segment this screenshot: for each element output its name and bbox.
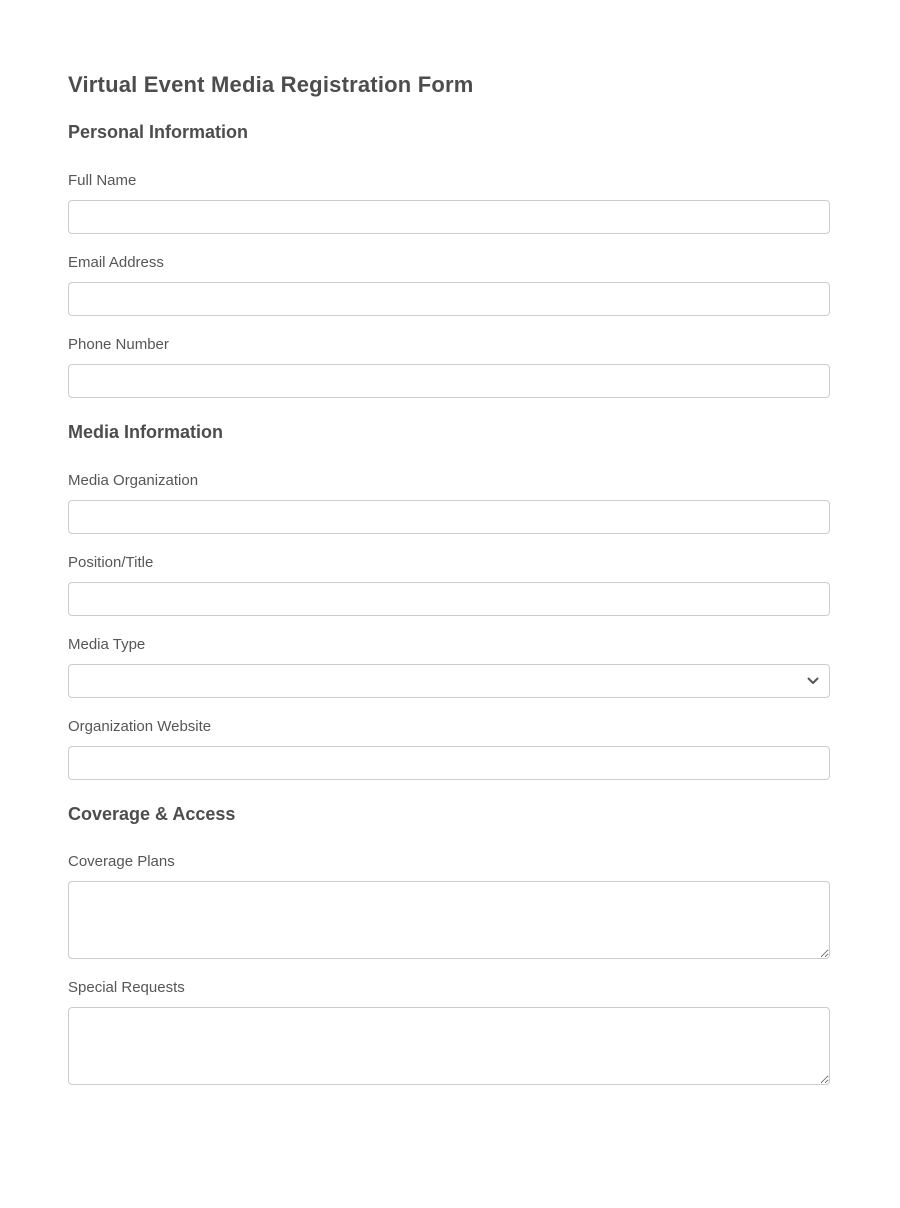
field-coverage-plans <box>68 853 830 959</box>
field-media-type <box>68 636 830 698</box>
field-organization-website <box>68 718 830 780</box>
media-type-select-wrap <box>68 664 830 698</box>
section-heading-media-information: Media Information <box>68 421 224 442</box>
email-address-input[interactable] <box>68 282 830 316</box>
field-position-title <box>68 554 830 616</box>
special-requests-textarea[interactable] <box>68 1007 830 1085</box>
full-name-label: Full Name <box>68 171 137 189</box>
field-phone-number <box>68 336 830 398</box>
email-address-label: Email Address <box>68 253 164 271</box>
form-title: Virtual Event Media Registration Form <box>68 72 474 97</box>
full-name-input[interactable] <box>68 200 830 234</box>
position-title-label: Position/Title <box>68 553 154 571</box>
position-title-input[interactable] <box>68 582 830 616</box>
media-type-select[interactable] <box>68 664 830 698</box>
coverage-plans-textarea[interactable] <box>68 881 830 959</box>
organization-website-label: Organization Website <box>68 717 212 735</box>
section-heading-coverage-access: Coverage & Access <box>68 803 236 824</box>
section-coverage-access <box>68 804 830 1086</box>
special-requests-label: Special Requests <box>68 979 185 997</box>
field-full-name <box>68 172 830 234</box>
coverage-plans-label: Coverage Plans <box>68 853 175 871</box>
media-type-label: Media Type <box>68 635 146 653</box>
section-personal-information <box>68 122 830 398</box>
field-media-organization <box>68 472 830 534</box>
section-media-information <box>68 422 830 780</box>
section-heading-personal-information: Personal Information <box>68 122 249 143</box>
field-email-address <box>68 254 830 316</box>
organization-website-input[interactable] <box>68 746 830 780</box>
phone-number-label: Phone Number <box>68 335 169 353</box>
media-organization-label: Media Organization <box>68 471 199 489</box>
field-special-requests <box>68 979 830 1085</box>
phone-number-input[interactable] <box>68 364 830 398</box>
media-organization-input[interactable] <box>68 500 830 534</box>
